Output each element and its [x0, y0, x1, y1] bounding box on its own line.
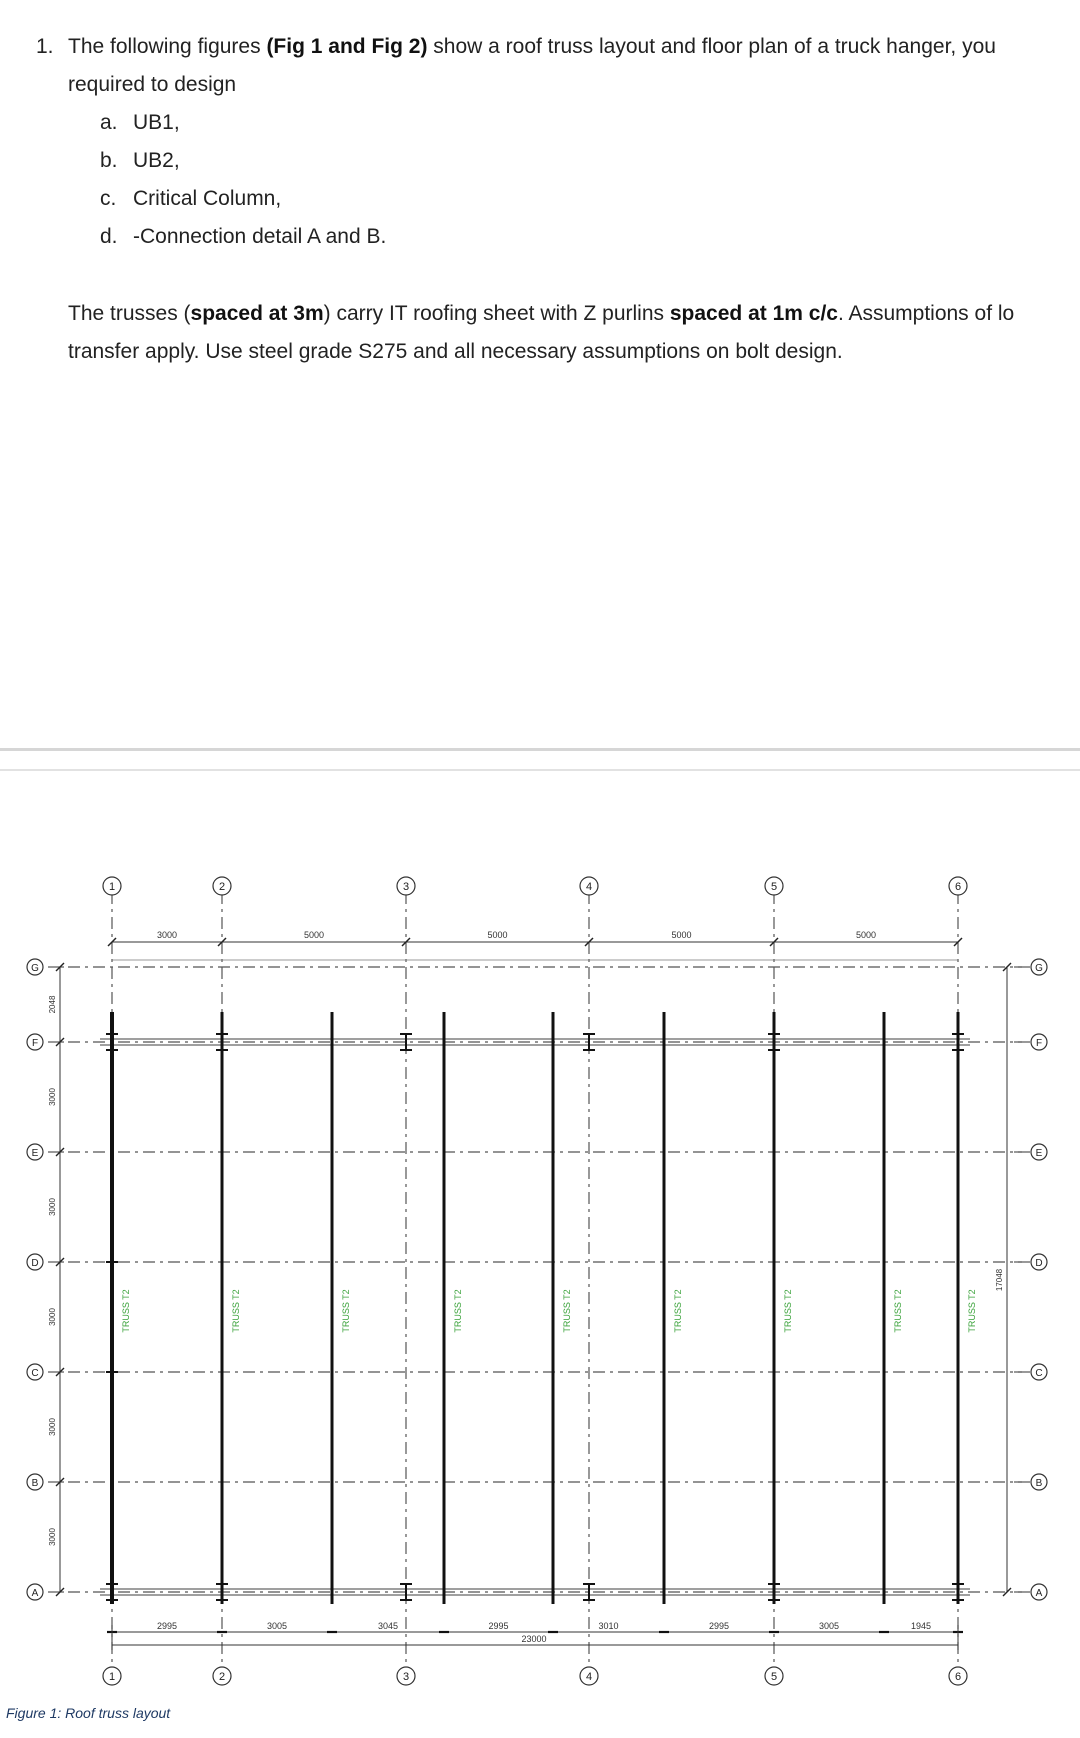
bottom-dimension-label: 2995: [708, 1621, 730, 1631]
grid-letter-label: A: [1035, 1588, 1043, 1599]
grid-letter-label: F: [1035, 1038, 1043, 1049]
grid-letter-label: C: [31, 1368, 39, 1379]
truss-label: TRUSS T2: [453, 1289, 463, 1333]
bottom-dimension-label: 3005: [818, 1621, 840, 1631]
item-letter: c.: [100, 187, 117, 210]
question-number: 1.: [36, 35, 54, 58]
truss-paragraph-line-2: transfer apply. Use steel grade S275 and all necessary assumptions on bolt design.: [68, 340, 843, 363]
left-dimension-label: 3000: [48, 1418, 57, 1436]
top-dimension-label: 5000: [487, 930, 508, 940]
top-dimension-label: 5000: [855, 930, 877, 940]
design-item-d: [100, 218, 386, 256]
page-separator: [0, 748, 1080, 751]
left-dimension-label: 3000: [48, 1308, 57, 1326]
grid-letter-label: C: [1035, 1368, 1043, 1379]
item-text: UB2,: [133, 149, 180, 172]
design-item-a: [100, 104, 180, 142]
design-item-c: [100, 180, 281, 218]
grid-number-label: 6: [954, 881, 962, 893]
roof-truss-layout-drawing: [0, 860, 1080, 1700]
grid-number-label: 2: [218, 881, 226, 893]
top-dimension-label: 5000: [671, 930, 692, 940]
grid-number-label: 1: [108, 1671, 116, 1683]
truss-paragraph-line-1: [68, 295, 1014, 333]
item-letter: a.: [100, 111, 118, 134]
intro-bold: (Fig 1 and Fig 2): [266, 35, 428, 58]
grid-letter-label: G: [31, 963, 39, 974]
intro-text-a: The following figures: [68, 35, 267, 58]
bottom-dimension-label: 2995: [156, 1621, 178, 1631]
bottom-dimension-label: 3045: [377, 1621, 399, 1631]
p2-bold-2: spaced at 1m c/c: [669, 302, 838, 325]
top-dimension-label: 3000: [156, 930, 178, 940]
left-dimension-label: 3000: [48, 1088, 57, 1106]
bottom-dimension-label: 1945: [910, 1621, 932, 1631]
grid-letter-label: A: [31, 1588, 39, 1599]
item-text: Critical Column,: [133, 187, 282, 210]
p2-text-3: . Assumptions of lo: [837, 302, 1015, 325]
top-dimension-label: 5000: [303, 930, 325, 940]
left-dimension-label: 3000: [48, 1198, 57, 1216]
left-dimension-label: 2048: [48, 995, 57, 1014]
overall-width-label: 23000: [521, 1634, 547, 1644]
figure-caption: Figure 1: Roof truss layout: [6, 1705, 171, 1721]
grid-letter-label: G: [1035, 963, 1043, 974]
grid-number-label: 4: [585, 1671, 593, 1683]
grid-number-label: 3: [402, 881, 410, 893]
intro-line-2: required to design: [68, 73, 237, 96]
p2-bold-1: spaced at 3m: [190, 302, 324, 325]
design-item-b: [100, 142, 180, 180]
grid-number-label: 5: [770, 1671, 778, 1683]
truss-label: TRUSS T2: [783, 1289, 793, 1333]
question-intro-line: [36, 28, 996, 66]
p2-text-1: The trusses (: [68, 302, 191, 325]
truss-label: TRUSS T2: [673, 1289, 683, 1333]
item-letter: b.: [100, 149, 118, 172]
grid-letter-label: B: [31, 1478, 39, 1489]
item-letter: d.: [100, 225, 118, 248]
truss-label: TRUSS T2: [341, 1289, 351, 1333]
grid-number-label: 1: [108, 881, 116, 893]
grid-number-label: 4: [585, 881, 593, 893]
grid-letter-label: D: [31, 1258, 39, 1269]
truss-label: TRUSS T2: [967, 1289, 977, 1333]
left-dimension-label: 3000: [48, 1528, 57, 1546]
truss-label: TRUSS T2: [893, 1289, 903, 1333]
truss-label: TRUSS T2: [231, 1289, 241, 1333]
grid-letter-label: E: [31, 1148, 39, 1159]
item-text: -Connection detail A and B.: [133, 225, 387, 248]
truss-label: TRUSS T2: [121, 1289, 131, 1333]
grid-number-label: 6: [954, 1671, 962, 1683]
bottom-dimension-label: 2995: [488, 1621, 509, 1631]
grid-letter-label: E: [1035, 1148, 1043, 1159]
grid-letter-label: D: [1035, 1258, 1043, 1269]
item-text: UB1,: [133, 111, 180, 134]
grid-letter-label: B: [1035, 1478, 1043, 1489]
grid-number-label: 5: [770, 881, 778, 893]
overall-height-label: 17048: [995, 1268, 1004, 1292]
grid-letter-label: F: [31, 1038, 39, 1049]
intro-text-b: show a roof truss layout and floor plan of a truck hanger, you: [427, 35, 996, 58]
bottom-dimension-label: 3005: [266, 1621, 288, 1631]
page-separator-shadow: [0, 769, 1080, 771]
bottom-dimension-label: 3010: [598, 1621, 619, 1631]
p2-text-2: ) carry IT roofing sheet with Z purlins: [323, 302, 670, 325]
grid-number-label: 3: [402, 1671, 410, 1683]
grid-number-label: 2: [218, 1671, 226, 1683]
truss-label: TRUSS T2: [562, 1289, 572, 1333]
